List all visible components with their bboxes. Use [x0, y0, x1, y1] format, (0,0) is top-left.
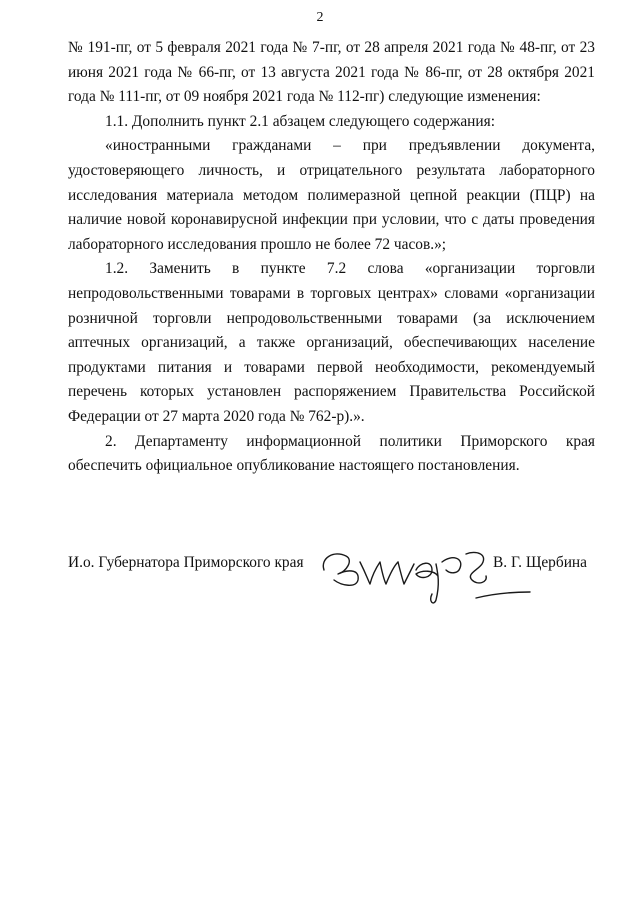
- signature-block: [68, 540, 595, 610]
- paragraph-1-1: 1.1. Дополнить пункт 2.1 абзацем следующего содержания:: [105, 112, 495, 130]
- handwritten-signature: [316, 540, 546, 608]
- paragraph-intro: № 191-пг, от 5 февраля 2021 года № 7-пг, от 28 апреля 2021 года № 48-пг, от 23 июня 2021 года № 66-пг, от 13 августа 2021 года № 86-пг, от 28 октября 2021 года № 111-пг, от 09 ноября 2021 года № 112-пг) следующие изменения:: [68, 39, 595, 106]
- paragraph-2: 2. Департаменту информационной политики Приморского края обеспечить официальное опубликование настоящего постановления.: [68, 432, 595, 475]
- signatory-name: В. Г. Щербина: [493, 554, 588, 571]
- paragraph-quote: «иностранными гражданами – при предъявлении документа, удостоверяющего личность, и отрицательного результата лабораторного исследования материала методом полимеразной цепной реакции (ПЦР) на наличие новой коронавирусной инфекции при условии, что с даты проведения лабораторного исследования прошло не более 72 часов.»;: [68, 137, 595, 253]
- signatory-position: И.о. Губернатора Приморского края: [68, 554, 304, 571]
- paragraph-1-2: 1.2. Заменить в пункте 7.2 слова «организации торговли непродовольственными товарами в торговых центрах» словами «организации розничной торговли непродовольственными товарами (за исключением аптечных организаций, а также организаций, обеспечивающих население продуктами питания и товарами первой необходимости, рекомендуемый перечень которых установлен распоряжением Правительства Российской Федерации от 27 марта 2020 года № 762-р).».: [68, 260, 595, 425]
- document-body: [68, 36, 595, 479]
- page-number: 2: [316, 10, 324, 25]
